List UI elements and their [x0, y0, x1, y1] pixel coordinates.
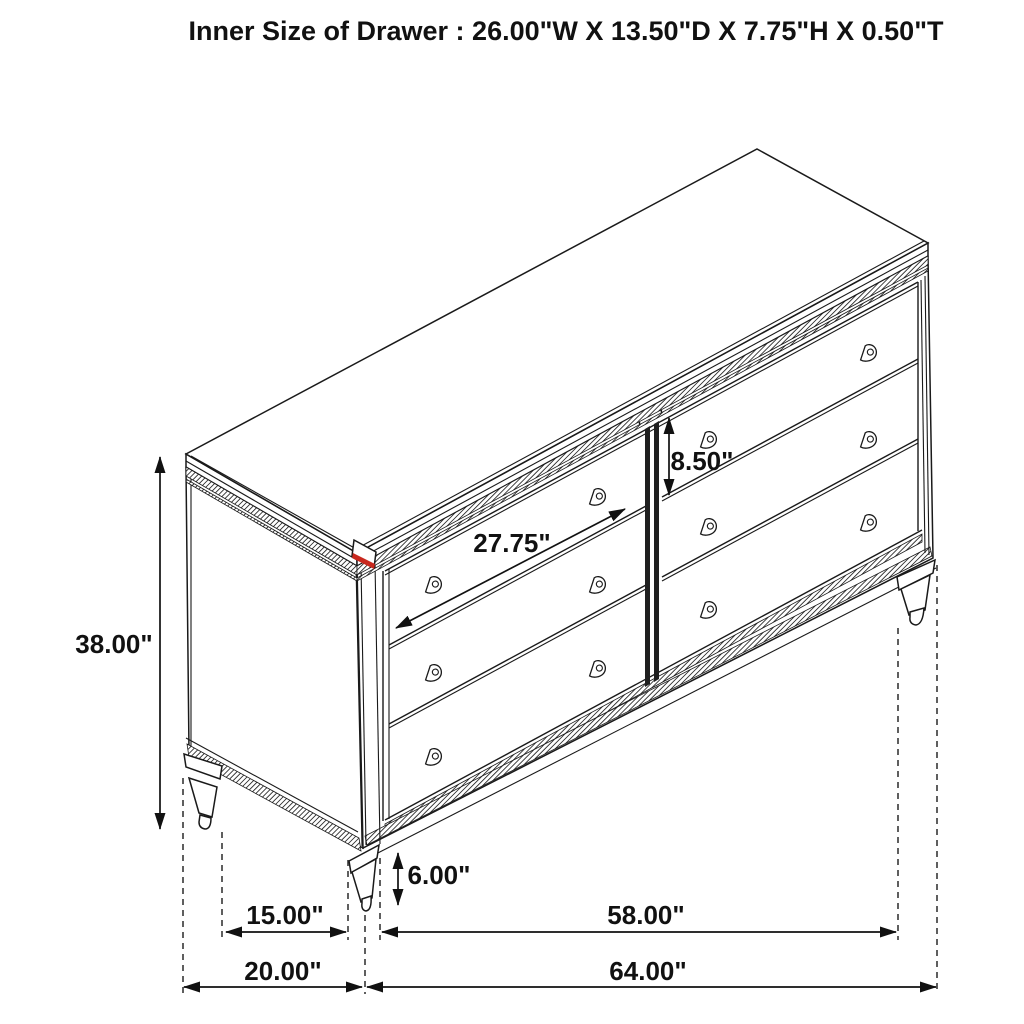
diagram-title: Inner Size of Drawer : 26.00"W X 13.50"D X 7.75"H X 0.50"T — [188, 16, 944, 46]
dim-label-drawer-width: 27.75" — [473, 528, 551, 558]
dresser-drawing — [184, 149, 936, 911]
dim-label-side-leg-span: 15.00" — [246, 900, 324, 930]
leg-back-left — [184, 754, 222, 829]
leg-front-left — [349, 845, 379, 911]
dim-label-front-leg-span: 58.00" — [607, 900, 685, 930]
dim-label-overall-depth: 20.00" — [244, 956, 322, 986]
dim-label-overall-width: 64.00" — [609, 956, 687, 986]
dim-label-leg-height: 6.00" — [407, 860, 471, 890]
dim-label-overall-height: 38.00" — [75, 629, 153, 659]
dim-label-drawer-front-height: 8.50" — [670, 446, 734, 476]
